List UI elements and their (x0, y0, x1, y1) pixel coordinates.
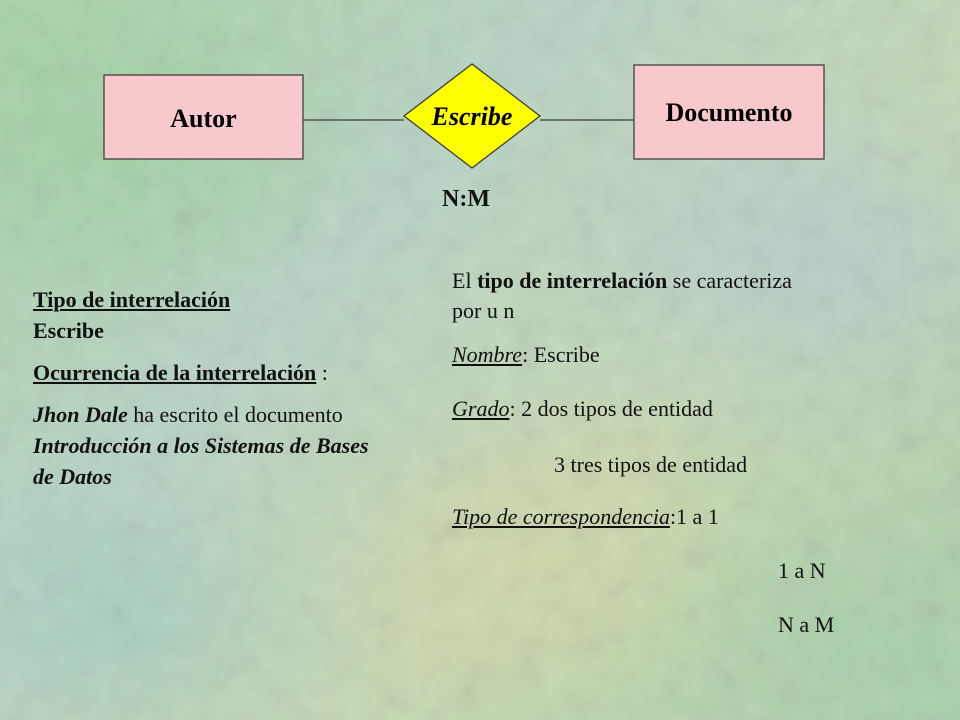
cardinality-label: N:M (442, 186, 490, 212)
example-verb: ha escrito el documento (127, 402, 343, 427)
entity-label-autor: Autor (170, 104, 237, 133)
correspondencia-value-2: 1 a N (778, 558, 826, 583)
property-grado (452, 394, 852, 424)
occurrence-example (33, 399, 393, 492)
grado-value: : 2 dos tipos de entidad (509, 396, 713, 421)
occurrence-block (33, 357, 393, 388)
occurrence-colon: : (316, 360, 328, 385)
intro-text-end: se caracteriza por u n (452, 268, 792, 323)
left-column (33, 284, 393, 503)
relationship-label-escribe: Escribe (431, 102, 513, 131)
correspondencia-value-3: N a M (778, 612, 835, 637)
correspondencia-label: Tipo de correspondencia (452, 504, 670, 529)
property-correspondencia (452, 502, 852, 532)
example-author: Jhon Dale (33, 402, 128, 427)
grado-label: Grado (452, 396, 510, 421)
intro-text-start: El (452, 268, 478, 293)
intro-bold-term: tipo de interrelación (477, 268, 668, 293)
example-title: Introducción a los Sistemas de Bases de Datos (33, 433, 369, 489)
correspondencia-value-1: :1 a 1 (669, 504, 719, 529)
right-column (452, 266, 852, 664)
relationship-type-value: Escribe (33, 318, 104, 343)
entity-label-documento: Documento (665, 98, 793, 127)
relationship-type-block (33, 284, 393, 346)
property-nombre (452, 340, 852, 370)
relationship-type-heading: Tipo de interrelación (33, 287, 231, 312)
property-grado-second: 3 tres tipos de entidad (554, 452, 748, 477)
nombre-value: : Escribe (522, 342, 600, 367)
nombre-label: Nombre (452, 342, 523, 367)
occurrence-heading: Ocurrencia de la interrelación (33, 360, 317, 385)
definition-intro (452, 266, 812, 326)
